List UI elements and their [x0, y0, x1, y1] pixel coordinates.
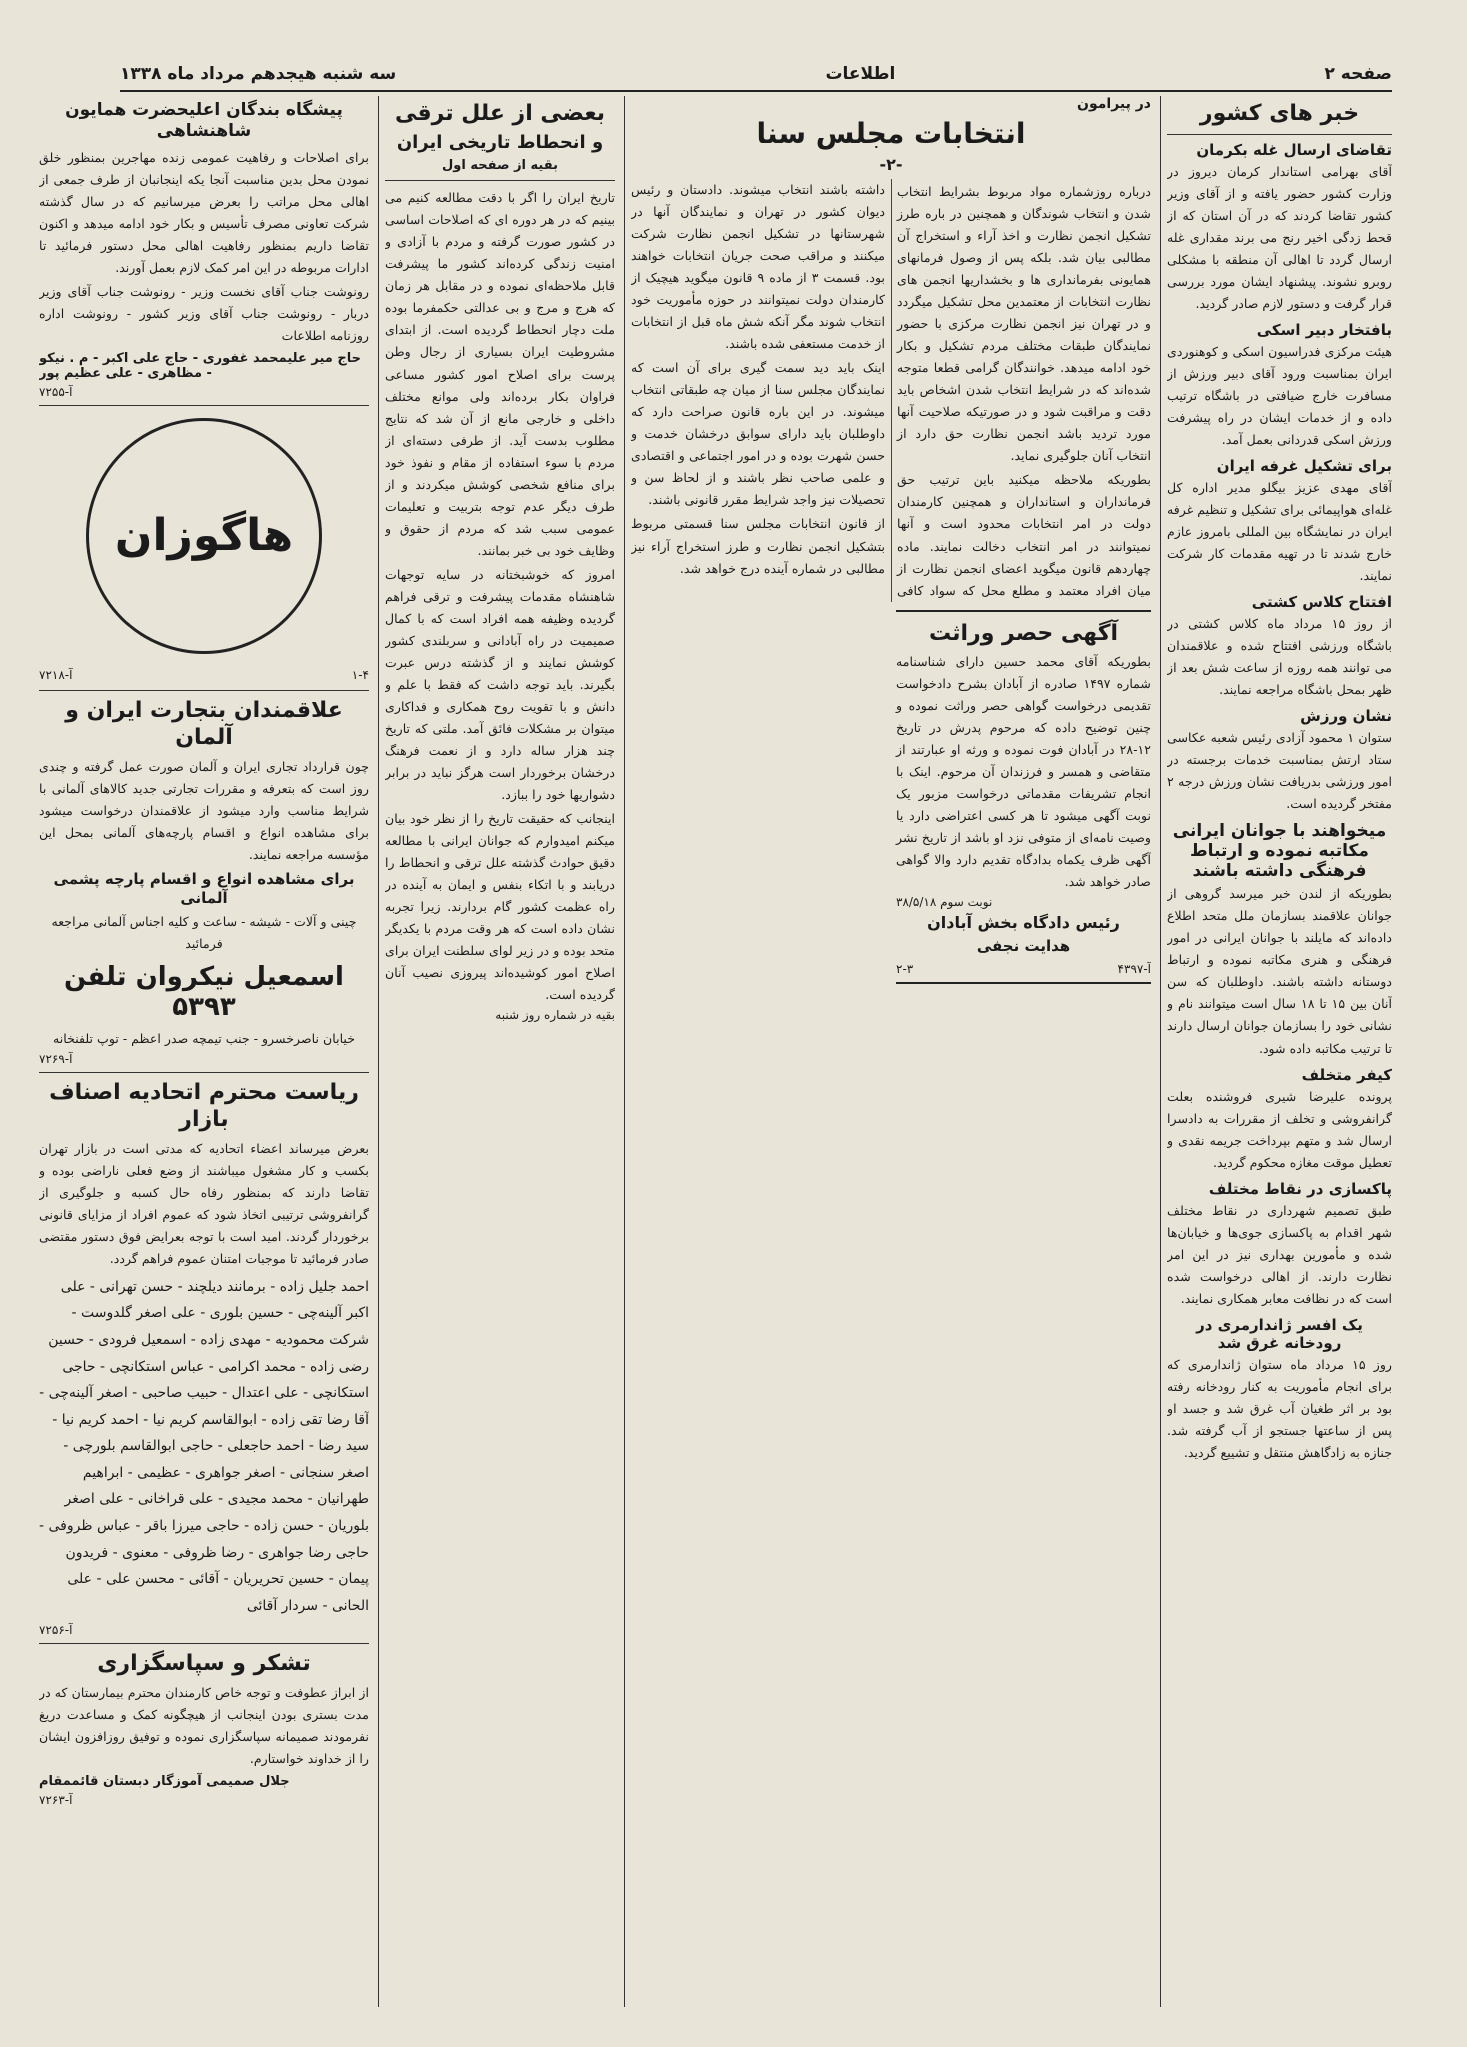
news-item — [1167, 707, 1392, 815]
column-divider — [1160, 96, 1161, 2007]
bazaar-notice-body: بعرض میرساند اعضاء اتحادیه که مدتی است در بازار تهران بکسب و کار مشغول میباشند از وضع فعلی ناراضی بوده و تقاضا دارند که بمنظور رفاه حال کسبه و جلوگیری از گرانفروشی ترتیبی اتخاذ شود که عموم افراد از مزایای قانونی برخوردار گردند. امید است با توجه بعرایض فوق دستور مقتضی صادر فرمائید تا موجبات امتنان عموم فراهم گردد. — [39, 1140, 369, 1266]
court-notice — [896, 610, 1151, 985]
masthead — [120, 58, 1392, 92]
news-headline: افتتاح کلاس کشتی — [1251, 593, 1392, 612]
hagozan-seal: هاگوزان — [86, 418, 322, 654]
news-body: از روز ۱۵ مرداد ماه کلاس کشتی در باشگاه ورزشی افتتاح شده و علاقمندان می توانند همه روزه از ساعت شش بعد از ظهر بمحل باشگاه مراجعه نمایند. — [1167, 616, 1392, 698]
column-senate-elections — [631, 96, 1151, 2007]
news-body: ستوان ۱ محمود آزادی رئیس شعبه عکاسی ستاد ارتش بمناسبت خدمات برجسته در امور ورزشی بدریافت نشان ورزش درجه ۲ مفتخر گردیده است. — [1167, 730, 1392, 812]
article-paragraph: از قانون انتخابات مجلس سنا قسمتی مربوط بتشکیل انجمن نظارت و طرز استخراج آراء نیز مطالبی در شماره آینده درج خواهد شد. — [631, 516, 885, 576]
bazaar-notice-title: ریاست محترم اتحادیه اصناف بازار — [49, 1079, 359, 1133]
news-body: آقای مهدی عزیز بیگلو مدیر اداره کل غله‌ای هواپیمائی برای تشکیل و تنظیم غرفه ایران در نمایشگاه بین المللی بامروز عازم خارج شدند تا در تهیه مقدمات کار شرکت نمایند. — [1167, 479, 1392, 583]
news-item — [1167, 821, 1392, 1059]
history-title-2: و انحطاط تاریخی ایران — [396, 131, 604, 153]
bazaar-notice-signers: احمد جلیل زاده - برمانند دیلچند - حسن تهرانی - علی اکبر آلینه‌چی - حسین بلوری - علی اصغر گلدوست - شرکت محمودیه - مهدی زاده - اسمعیل فرودی - حسین رضی زاده - محمد اکرامی - عباس استکانچی - حاجی استکانچی - علی اعتدال - حبیب صاحبی - اصغر آلینه‌چی - آقا رضا تقی زاده - ابوالقاسم کریم نیا - احمد کریم نیا - سید رضا - احمد حاجعلی - حاجی ابوالقاسم بلورچی - اصغر سنجانی - اصغر جواهری - عظیمی - ابراهیم طهرانیان - محمد مجیدی - علی قراخانی - علی اصغر بلوریان - حسن زاده - حاجی میرزا باقر - عباس ظروفی - حاجی رضا جواهری - رضا ظروفی - معنوی - فریدون پیمان - حسین تحریریان - آقائی - محسن علی - علی الحانی - سردار آقائی — [39, 1278, 369, 1614]
news-body: آقای بهرامی استاندار کرمان دیروز در وزارت کشور حضور یافته و از آقای وزیر کشور تقاضا کردند که در آن استان که از قحط زدگی اخیر رنج می برند مقداری غله ارسال گردد تا اهالی آن منطقه با مشکلی روبرو نشوند. پیشنهاد ایشان مورد بررسی قرار گرفت و دستور لازم صادر گردید. — [1167, 163, 1392, 311]
ad-ref: ۲-۳ — [896, 962, 914, 977]
history-paragraph: اینجانب که حقیقت تاریخ را از نظر خود بیان میکنم امیدوارم که جوانان ایرانی با مطالعه دقیق حوادث گذشته علل ترقی و انحطاط را دریابند و با اتکاء بنفس و ایمان به آینده در راه عظمت کشور گام بردارند. زیرا تجربه نشان داده است که هر وقت مردم با یکدیگر متحد بوده و در زیر لوای سلطنت ایران برای اصلاح امور کوشیده‌اند پیروزی نصیب آنان گردیده است. — [385, 811, 615, 1003]
news-item — [1167, 1066, 1392, 1174]
petition-signers: حاج میر علیمحمد غفوری - حاج علی اکبر - م . نیکو - مظاهری - علی عظیم پور — [39, 350, 361, 381]
news-item — [1167, 321, 1392, 451]
page-number: صفحه ۲ — [1324, 64, 1392, 84]
thanks-signer: جلال صمیمی آموزگار دبستان قائممقام — [39, 1774, 290, 1790]
column-notices — [39, 96, 369, 2007]
news-headline: کیفر متخلف — [1301, 1065, 1392, 1084]
news-title: خبر های کشور — [1199, 101, 1360, 126]
court-notice-title: آگهی حصر وراثت — [928, 620, 1119, 646]
history-paragraph: امروز که خوشبختانه در سایه توجهات شاهنشاه مقدمات پیشرفت و ترقی فراهم گردیده وظیفه همه افراد است که با کمال صمیمیت در راه آبادانی و سربلندی کشور کوشش نمایند و از گذشته درس عبرت بگیرند. باید توجه داشت که فقط با علم و دانش و با تقویت روح همکاری و فداکاری میتوان بر مشکلات فائق آمد. ملتی که تاریخ چند هزار ساله دارد و از نعمت فرهنگ درخشان برخوردار است هرگز نباید در برابر دشواریها خود را ببازد. — [385, 566, 615, 803]
article-paragraph: بطوریکه ملاحظه میکنید باین ترتیب حق فرمانداران و استانداران و همچنین کارمندان دولت در امر انتخابات محدود است و آنها نمیتوانند در امر انتخاب دخالت نمایند. ماده چهاردهم قانون میگوید اعضای انجمن نظارت از میان افراد معتمد و مطلع محل که سواد کافی داشته باشند انتخاب میشوند. دادستان و رئیس دیوان کشور در تهران و نمایندگان آنها در شهرستانها در تشکیل انجمن نظارت شرکت میکنند و مراقب صحت جریان انتخابات خواهند بود. قسمت ۳ از ماده ۹ قانون میگوید هیچیک از کارمندان دولت نمیتوانند در حوزه مأموریت خود انتخاب شوند مگر آنکه شش ماه قبل از انتخابات از خدمت مستعفی شده باشند. — [631, 182, 1151, 598]
news-body: هیئت مرکزی فدراسیون اسکی و کوهنوردی ایران بمناسبت ورود آقای دبیر ورزش از مسافرت خارج ضیافتی در باشگاه ترتیب داده و از خدمات ایشان در راه پیشرفت ورزش اسکی قدردانی بعمل آمد. — [1167, 343, 1392, 447]
petition-body: برای اصلاحات و رفاهیت عمومی زنده مهاجرین بمنظور خلق نمودن محل بدین مناسبت آنجا یکه اینجانبان از طرف جمعی از اهالی محل مراتب را بعرض میرسانیم که در سال گذشته شرکت تعاونی مصرف تأسیس و بکار خود ادامه میدهد و اکنون تقاضا داریم بمنظور رفاهیت اهالی محل دستور فرمائید تا ادارات مربوطه در این امر کمک لازم بعمل آورند. — [39, 149, 369, 275]
news-item — [1167, 1180, 1392, 1310]
article-body — [631, 179, 1151, 602]
thanks-title: تشکر و سپاسگزاری — [97, 1651, 311, 1677]
history-title-1: بعضی از علل ترقی — [394, 101, 606, 126]
ad-ref: آ-۷۲۱۸ — [39, 667, 73, 682]
trade-ad-body: چون قرارداد تجاری ایران و آلمان صورت عمل گرفته و چندی روز است که بتعرفه و مقررات تجارتی جدید کالاهای آلمانی با شرایط مناسب وارد میشود از علاقمندان درخواست میشود برای مشاهده انواع و اقسام پارچه‌های آلمانی بمحل این مؤسسه مراجعه نمایند. — [39, 758, 369, 862]
ad-ref: آ-۷۲۵۶ — [39, 1623, 73, 1638]
news-headline: میخواهند با جوانان ایرانی مکاتبه نموده و ارتباط فرهنگی داشته باشند — [1172, 821, 1387, 882]
article-paragraph: اینک باید دید سمت گیری برای آن است که نمایندگان مجلس سنا از میان چه طبقاتی انتخاب میشوند. در این باره قانون صراحت دارد که داوطلبان باید دارای سوابق درخشان خدمت و حسن شهرت بوده و در امور اجتماعی و اقتصادی و علمی صاحب نظر باشند و از لحاظ سن و تحصیلات نیز واجد شرایط مقرر قانونی باشند. — [631, 360, 885, 508]
article-kicker: در پیرامون — [1077, 96, 1151, 112]
history-paragraph: تاریخ ایران را اگر با دقت مطالعه کنیم می بینیم که در هر دوره ای که اصلاحات اساسی در کشور صورت گرفته و مردم با آزادی و امنیت زندگی کرده‌اند کشور ما پیشرفت قابل ملاحظه‌ای نموده و در مقابل هر زمان که هرج و مرج و بی عدالتی حکمفرما بوده ملت دچار انحطاط گردیده است. از ابتدای مشروطیت ایران بسیاری از رجال وطن پرست برای اصلاح امور کشور مساعی فراوان بکار برده‌اند ولی موانع مختلف داخلی و خارجی مانع از آن شد که نتایج مطلوب بدست آید. از طرفی دسته‌ای از مردم با سوء استفاده از مقام و نفوذ خود برای منافع شخصی کوشش میکردند و از طرف دیگر عدم توجه بتربیت و تعلیمات عمومی سبب شد که مردم از حقوق و وظایف خود بی خبر بمانند. — [385, 190, 615, 558]
petition-copies: رونوشت جناب آقای نخست وزیر - رونوشت جناب آقای وزیر دربار - رونوشت جناب آقای وزیر کشور - رونوشت اداره روزنامه اطلاعات — [39, 283, 369, 343]
news-headline: یک افسر ژاندارمری در رودخانه غرق شد — [1196, 1315, 1363, 1352]
article-paragraph: درباره روزشماره مواد مربوط بشرایط انتخاب شدن و انتخاب شوندگان و همچنین در باره طرز تشکیل انجمن نظارت و اخذ آراء و استخراج آن مطالبی بیان شد. بلکه پس از وصول فرمانهای همایونی بفرمانداری ها و بخشداریها انجمن های نظارت انتخابات از معتمدین محل تشکیل میگردد و در تهران نیز انجمن نظارت مرکزی با حضور نمایندگان طبقات مختلف مردم تشکیل و بکار خود ادامه میدهد. خوانندگان گرامی قطعا متوجه شده‌اند که در شرایط انتخاب شدن اشخاص باید دقت و مراقبت شود و در صورتیکه صلاحیت آنها مورد تردید باشد انجمن نظارت حق دارد از انتخاب آنان جلوگیری نماید. — [897, 184, 1151, 464]
court-notice-date: نوبت سوم ۳۸/۵/۱۸ — [896, 895, 993, 910]
ad-ref: آ-۷۲۶۳ — [39, 1793, 73, 1808]
column-news — [1167, 96, 1392, 2007]
court-notice-refs — [896, 960, 1151, 978]
news-headline: بافتخار دبیر اسکی — [1256, 320, 1392, 339]
column-divider — [378, 96, 379, 2007]
history-continued: بقیه از صفحه اول — [442, 158, 558, 173]
news-headline: پاکسازی در نقاط مختلف — [1208, 1179, 1392, 1198]
news-body: بطوریکه از لندن خبر میرسد گروهی از جوانان علاقمند بسازمان ملل متحد اطلاع داده‌اند که مایلند با جوانان ایرانی در امور فرهنگی و هنری مکاتبه نموده و ارتباط دوستانه داشته باشند. داوطلبان که سن آنان بین ۱۵ تا ۱۸ سال است میتوانند نام و نشانی خود را بسازمان جوانان ارسال دارند تا ترتیب مکاتبه داده شود. — [1167, 886, 1392, 1056]
issue-date: سه شنبه هیجدهم مرداد ماه ۱۳۳۸ — [120, 64, 397, 84]
news-body: پرونده علیرضا شیری فروشنده بعلت گرانفروشی و تخلف از مقررات به دادسرا ارسال شد و متهم بپرداخت جریمه نقدی و تعطیل موقت مغازه محکوم گردید. — [1167, 1088, 1392, 1170]
paper-name: اطلاعات — [825, 64, 896, 84]
ad-ref: آ-۷۲۵۵ — [39, 384, 73, 399]
news-headline: نشان ورزش — [1300, 707, 1392, 726]
court-notice-signer: رئیس دادگاه بخش آبادان — [927, 913, 1120, 933]
ad-ref: آ-۷۲۶۹ — [39, 1051, 73, 1066]
article-part: -۲- — [879, 155, 903, 174]
news-headline: تقاضای ارسال غله بکرمان — [1196, 140, 1392, 159]
court-notice-judge: هدایت نجفی — [976, 937, 1071, 956]
news-item — [1167, 457, 1392, 587]
trade-ad-address: خیابان ناصرخسرو - جنب تیمچه صدر اعظم - توپ تلفنخانه — [52, 1030, 356, 1046]
column-divider — [624, 96, 625, 2007]
history-continued-end: بقیه در شماره روز شنبه — [495, 1008, 615, 1023]
petition-title: پیشگاه بندگان اعلیحضرت همایون شاهنشاهی — [65, 100, 343, 142]
trade-ad-title: علاقمندان بتجارت ایران و آلمان — [65, 697, 343, 751]
ad-ref: آ-۴۳۹۷ — [1117, 962, 1151, 977]
article-title: انتخابات مجلس سنا — [756, 117, 1026, 150]
trade-ad-contact: اسمعیل نیکروان تلفن ۵۳۹۳ — [64, 961, 344, 1022]
court-notice-body: بطوریکه آقای محمد حسین دارای شناسنامه شماره ۱۴۹۷ صادره از آبادان بشرح دادخواست تقدیمی درخواست گواهی حصر وراثت نموده و چنین توضیح داده که مرحوم پدرش در تاریخ ۱۲-۲۸ در آبادان فوت نموده و ورثه او عبارتند از متقاضی و همسر و فرزندان آن مرحوم. اینک با انجام تشریفات مقدماتی درخواست مزبور یک نوبت آگهی میشود تا هر کسی اعتراضی دارد یا وصیت نامه‌ای از متوفی نزد او باشد از تاریخ نشر آگهی ظرف یکماه بدادگاه تقدیم دارد والا گواهی صادر خواهد شد. — [896, 654, 1151, 890]
stamp-refs — [39, 666, 369, 684]
news-item — [1167, 141, 1392, 315]
news-body: طبق تصمیم شهرداری در نقاط مختلف شهر اقدام به پاکسازی جوی‌ها و خیابان‌ها شده و مأمورین بهداری نیز در این امر نظارت دارند. از اهالی درخواست شده است که در نظافت معابر همکاری نمایند. — [1167, 1202, 1392, 1306]
trade-ad-line: برای مشاهده انواع و اقسام پارچه پشمی آلمانی — [53, 869, 355, 907]
news-item — [1167, 1316, 1392, 1464]
column-history — [385, 96, 615, 2007]
thanks-body: از ابراز عطوفت و توجه خاص کارمندان محترم بیمارستان که در مدت بستری بودن اینجانب از هیچگونه کمک و مساعدت دریغ نفرمودند صمیمانه سپاسگزاری نموده و توفیق روزافزون ایشان را از خداوند خواستارم. — [39, 1684, 369, 1767]
news-body: روز ۱۵ مرداد ماه ستوان ژاندارمری که برای انجام مأموریت به کنار رودخانه رفته بود بر اثر طغیان آب غرق شد و جسد او پس از ساعتها جستجو از آب گرفته شد. جنازه به زادگاهش منتقل و تشییع گردید. — [1167, 1356, 1392, 1460]
ad-ref: ۱-۴ — [351, 667, 369, 682]
news-item — [1167, 593, 1392, 701]
news-headline: برای تشکیل غرفه ایران — [1216, 456, 1392, 475]
trade-ad-line: چینی و آلات - شیشه - ساعت و کلیه اجناس آلمانی مراجعه فرمائید — [51, 914, 357, 952]
